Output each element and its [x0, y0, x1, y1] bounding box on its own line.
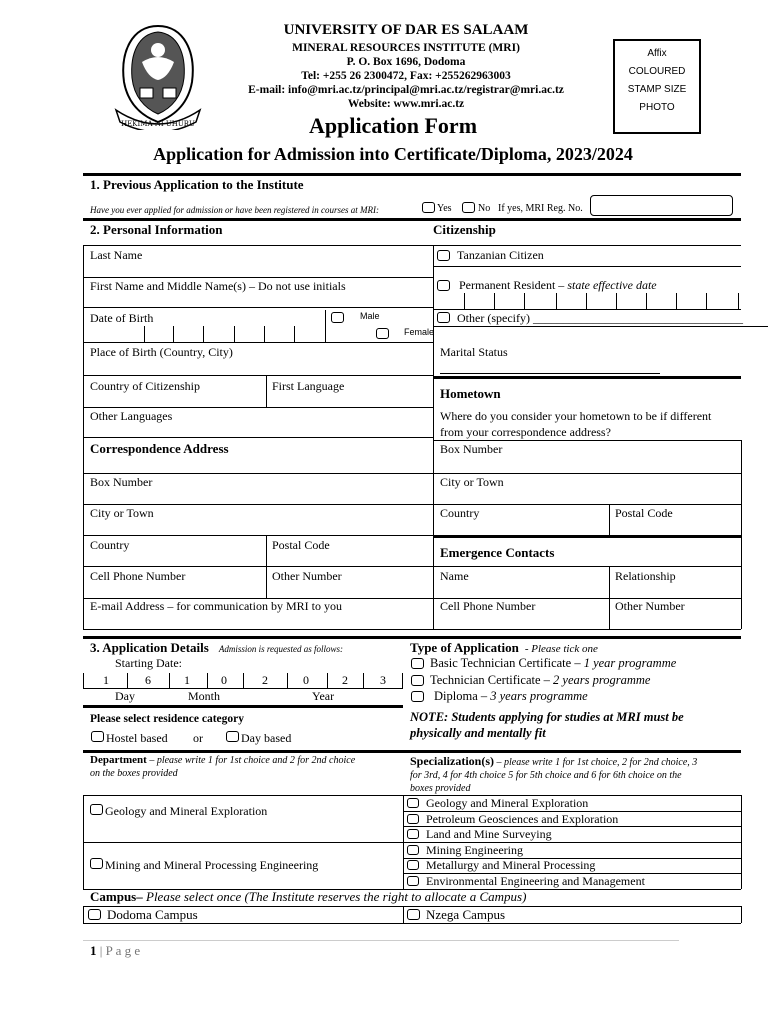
section2-title: 2. Personal Information	[90, 222, 223, 237]
hometown-question-1: Where do you consider your hometown to be if different	[440, 409, 712, 423]
grid-line	[433, 245, 434, 629]
dept-title: Department	[90, 754, 147, 766]
starting-date-label: Starting Date:	[115, 656, 182, 670]
female-checkbox[interactable]	[376, 328, 389, 339]
grid-line	[83, 842, 741, 843]
campus-note: Please select once (The Institute reserves the right to allocate a Campus)	[146, 889, 527, 904]
grid-line	[741, 906, 742, 923]
male-checkbox[interactable]	[331, 312, 344, 323]
grid-line	[433, 266, 741, 267]
date-tick	[616, 293, 617, 309]
date-digit: 2	[262, 673, 268, 687]
prev-application-question: Have you ever applied for admission or have been registered in courses at MRI:	[90, 205, 380, 215]
dob-tick	[144, 326, 145, 342]
type-title: Type of Application	[410, 640, 519, 655]
grid-line	[83, 795, 741, 796]
day-label: Day	[115, 689, 135, 703]
date-tick	[363, 673, 364, 689]
dept-note-2: on the boxes provided	[90, 768, 178, 779]
grid-line	[266, 375, 267, 407]
perm-resident-label	[459, 278, 657, 293]
diploma-note: 3 years programme	[490, 689, 588, 703]
tz-citizen-checkbox[interactable]	[437, 250, 450, 261]
nzega-campus-checkbox[interactable]	[407, 909, 420, 920]
grid-line	[609, 566, 610, 629]
spec-note-3: boxes provided	[410, 783, 471, 794]
form-title: Application Form	[308, 113, 478, 138]
page-footer	[90, 943, 140, 959]
divider	[83, 750, 403, 753]
date-tick	[646, 293, 647, 309]
dob-tick	[203, 326, 204, 342]
date-digit: 2	[342, 673, 348, 687]
grid-line	[433, 440, 741, 441]
citizenship-heading: Citizenship	[433, 222, 496, 237]
date-digit: 0	[303, 673, 309, 687]
date-tick	[738, 293, 739, 309]
basic-cert-text: Basic Technician Certificate –	[430, 656, 584, 670]
correspondence-heading: Correspondence Address	[90, 441, 229, 456]
em-name-label: Name	[440, 569, 469, 583]
date-digit: 3	[380, 673, 386, 687]
page-number: 1	[90, 943, 97, 958]
perm-resident-note: state effective date	[567, 278, 657, 292]
yes-checkbox[interactable]	[422, 202, 435, 213]
basic-cert-checkbox[interactable]	[411, 658, 424, 669]
grid-line	[741, 795, 742, 889]
spec-checkbox[interactable]	[407, 876, 419, 886]
grid-line	[433, 326, 768, 327]
corr-city-label: City or Town	[90, 506, 154, 520]
divider	[403, 750, 741, 753]
female-label: Female	[404, 327, 435, 337]
grid-line	[83, 629, 741, 630]
grid-line	[433, 473, 741, 474]
country-citizenship-label: Country of Citizenship	[90, 379, 200, 393]
or-label: or	[193, 731, 203, 745]
divider	[83, 173, 741, 176]
page-label: | P a g e	[96, 943, 141, 958]
emergency-heading: Emergence Contacts	[440, 545, 555, 560]
dob-tick	[264, 326, 265, 342]
dodoma-campus-checkbox[interactable]	[88, 909, 101, 920]
date-tick	[207, 673, 208, 689]
other-citizenship-checkbox[interactable]	[437, 312, 450, 323]
spec-label: Geology and Mineral Exploration	[426, 796, 589, 810]
corr-country-label: Country	[90, 538, 130, 552]
type-heading	[410, 640, 598, 656]
spec-note-2: for 3rd, 4 for 4th choice 5 for 5th choice and 6 for 6th choice on the	[410, 770, 682, 781]
date-tick	[676, 293, 677, 309]
divider	[83, 705, 403, 708]
website: Website: www.mri.ac.tz	[347, 98, 465, 110]
section1-title: 1. Previous Application to the Institute	[90, 177, 304, 192]
cell-phone-label: Cell Phone Number	[90, 569, 186, 583]
grid-line	[83, 407, 433, 408]
spec-heading	[410, 754, 697, 769]
year-label: Year	[312, 689, 335, 703]
spec-checkbox[interactable]	[407, 798, 419, 808]
photo-box-line: STAMP SIZE	[627, 84, 687, 95]
dodoma-campus-label: Dodoma Campus	[107, 907, 198, 922]
note-line-1: NOTE: Students applying for studies at MRI must be	[410, 710, 684, 724]
diploma-label	[434, 689, 588, 704]
photo-box-line: PHOTO	[639, 102, 675, 113]
no-checkbox[interactable]	[462, 202, 475, 213]
date-tick	[494, 293, 495, 309]
section3-title-note: Admission is requested as follows:	[218, 644, 343, 654]
spec-title: Specialization(s)	[410, 754, 494, 768]
grid-line	[83, 342, 433, 343]
diploma-text: Diploma –	[434, 689, 491, 703]
month-label: Month	[188, 689, 221, 703]
email-address-label: E-mail Address – for communication by MRI to you	[90, 599, 342, 613]
basic-cert-label	[430, 656, 676, 671]
home-country-label: Country	[440, 506, 480, 520]
grid-line	[741, 440, 742, 629]
grid-line	[83, 375, 433, 376]
section3-title	[90, 640, 343, 656]
home-box-label: Box Number	[440, 442, 503, 456]
logo-motto: HEKIMA NI UHURU	[121, 120, 195, 128]
note-line-2: physically and mentally fit	[410, 726, 546, 740]
grid-line	[83, 566, 433, 567]
hostel-checkbox[interactable]	[91, 731, 104, 742]
grid-line	[83, 923, 741, 924]
grid-line	[433, 309, 741, 310]
spec-label: Environmental Engineering and Management	[426, 874, 645, 888]
first-language-label: First Language	[272, 379, 345, 393]
marital-input-line	[440, 373, 660, 374]
other-languages-label: Other Languages	[90, 409, 173, 423]
divider	[83, 218, 741, 221]
grid-line	[83, 277, 433, 278]
grid-line	[83, 245, 741, 246]
grid-line	[83, 437, 433, 438]
form-subtitle: Application for Admission into Certificate/Diploma, 2023/2024	[153, 144, 633, 164]
residence-heading: Please select residence category	[90, 713, 245, 725]
marital-status-label: Marital Status	[440, 345, 508, 359]
dob-tick	[234, 326, 235, 342]
date-tick	[402, 673, 403, 689]
male-label: Male	[360, 311, 380, 321]
corr-box-label: Box Number	[90, 475, 153, 489]
institute-name: MINERAL RESOURCES INSTITUTE (MRI)	[292, 42, 520, 54]
footer-rule	[83, 940, 679, 941]
date-tick	[327, 673, 328, 689]
hometown-question-2: from your correspondence address?	[440, 425, 611, 439]
dept-geology-label: Geology and Mineral Exploration	[105, 804, 268, 818]
corr-postal-label: Postal Code	[272, 538, 330, 552]
grid-line	[83, 504, 433, 505]
date-tick	[243, 673, 244, 689]
dept-geology-checkbox[interactable]	[90, 804, 103, 815]
hostel-label: Hostel based	[106, 731, 168, 745]
date-digit: 1	[184, 673, 190, 687]
date-tick	[706, 293, 707, 309]
home-postal-label: Postal Code	[615, 506, 673, 520]
home-city-label: City or Town	[440, 475, 504, 489]
date-tick	[556, 293, 557, 309]
reg-no-input[interactable]	[590, 195, 733, 216]
date-tick	[169, 673, 170, 689]
day-based-label: Day based	[241, 731, 292, 745]
dob-label: Date of Birth	[90, 311, 154, 325]
dept-mining-label: Mining and Mineral Processing Engineering	[105, 858, 319, 872]
grid-line	[433, 566, 741, 567]
spec-label: Mining Engineering	[426, 843, 523, 857]
divider	[83, 636, 741, 639]
grid-line	[609, 504, 610, 536]
yes-label: Yes	[437, 203, 452, 214]
photo-box	[613, 39, 701, 134]
other-number-label: Other Number	[272, 569, 342, 583]
date-tick	[83, 673, 84, 689]
divider	[433, 376, 741, 379]
grid-line	[83, 473, 433, 474]
tech-cert-checkbox[interactable]	[411, 675, 424, 686]
date-tick	[464, 293, 465, 309]
spec-checkbox[interactable]	[407, 814, 419, 824]
date-digit: 1	[103, 673, 109, 687]
date-tick	[586, 293, 587, 309]
em-cell-label: Cell Phone Number	[440, 599, 536, 613]
dob-tick	[173, 326, 174, 342]
spec-label: Land and Mine Surveying	[426, 827, 552, 841]
hometown-heading: Hometown	[440, 386, 501, 401]
grid-line	[83, 535, 433, 536]
dept-note-1: – please write 1 for 1st choice and 2 for 2nd choice	[146, 755, 356, 766]
date-tick	[127, 673, 128, 689]
grid-line	[83, 307, 433, 308]
grid-line	[433, 504, 741, 505]
spec-checkbox[interactable]	[407, 860, 419, 870]
dept-heading	[90, 754, 355, 766]
no-label: No	[478, 203, 491, 214]
grid-line	[83, 906, 84, 923]
date-digit: 0	[221, 673, 227, 687]
other-specify-label: Other (specify) ___________________________________	[457, 311, 743, 325]
em-other-label: Other Number	[615, 599, 685, 613]
reg-no-label: If yes, MRI Reg. No.	[498, 203, 583, 214]
last-name-label: Last Name	[90, 248, 143, 262]
tech-cert-label	[430, 673, 650, 688]
date-digit: 6	[145, 673, 151, 687]
tech-cert-text: Technician Certificate –	[430, 673, 554, 687]
email-line: E-mail: info@mri.ac.tz/principal@mri.ac.tz/registrar@mri.ac.tz	[248, 84, 564, 96]
spec-note-1: – please write 1 for 1st choice, 2 for 2nd choice, 3	[494, 757, 698, 768]
first-name-label: First Name and Middle Name(s) – Do not use initials	[90, 279, 346, 293]
telephone: Tel: +255 26 2300472, Fax: +255262963003	[301, 70, 511, 82]
photo-box-line: Affix	[647, 48, 667, 59]
grid-line	[403, 906, 404, 923]
spec-label: Petroleum Geosciences and Exploration	[426, 812, 619, 826]
tz-citizen-label: Tanzanian Citizen	[457, 248, 544, 262]
nzega-campus-label: Nzega Campus	[426, 907, 506, 922]
date-tick	[287, 673, 288, 689]
perm-resident-checkbox[interactable]	[437, 280, 450, 291]
dept-mining-checkbox[interactable]	[90, 858, 103, 869]
type-note: - Please tick one	[524, 643, 598, 655]
campus-title: Campus–	[90, 889, 146, 904]
perm-resident-text: Permanent Resident –	[459, 278, 568, 292]
diploma-checkbox[interactable]	[411, 691, 424, 702]
dob-tick	[325, 310, 326, 342]
starting-date-boxes[interactable]	[83, 673, 403, 689]
place-of-birth-label: Place of Birth (Country, City)	[90, 345, 233, 359]
basic-cert-note: 1 year programme	[583, 656, 677, 670]
em-relationship-label: Relationship	[615, 569, 676, 583]
tech-cert-note: 2 years programme	[553, 673, 651, 687]
section3-title-text: 3. Application Details	[90, 640, 209, 655]
campus-heading	[90, 889, 526, 905]
spec-checkbox[interactable]	[407, 845, 419, 855]
dob-tick	[294, 326, 295, 342]
divider	[433, 535, 741, 538]
photo-box-line: COLOURED	[628, 66, 686, 77]
day-based-checkbox[interactable]	[226, 731, 239, 742]
university-name: UNIVERSITY OF DAR ES SALAAM	[283, 22, 529, 38]
spec-checkbox[interactable]	[407, 829, 419, 839]
pobox: P. O. Box 1696, Dodoma	[346, 56, 466, 68]
date-tick	[524, 293, 525, 309]
spec-label: Metallurgy and Mineral Processing	[426, 858, 596, 872]
